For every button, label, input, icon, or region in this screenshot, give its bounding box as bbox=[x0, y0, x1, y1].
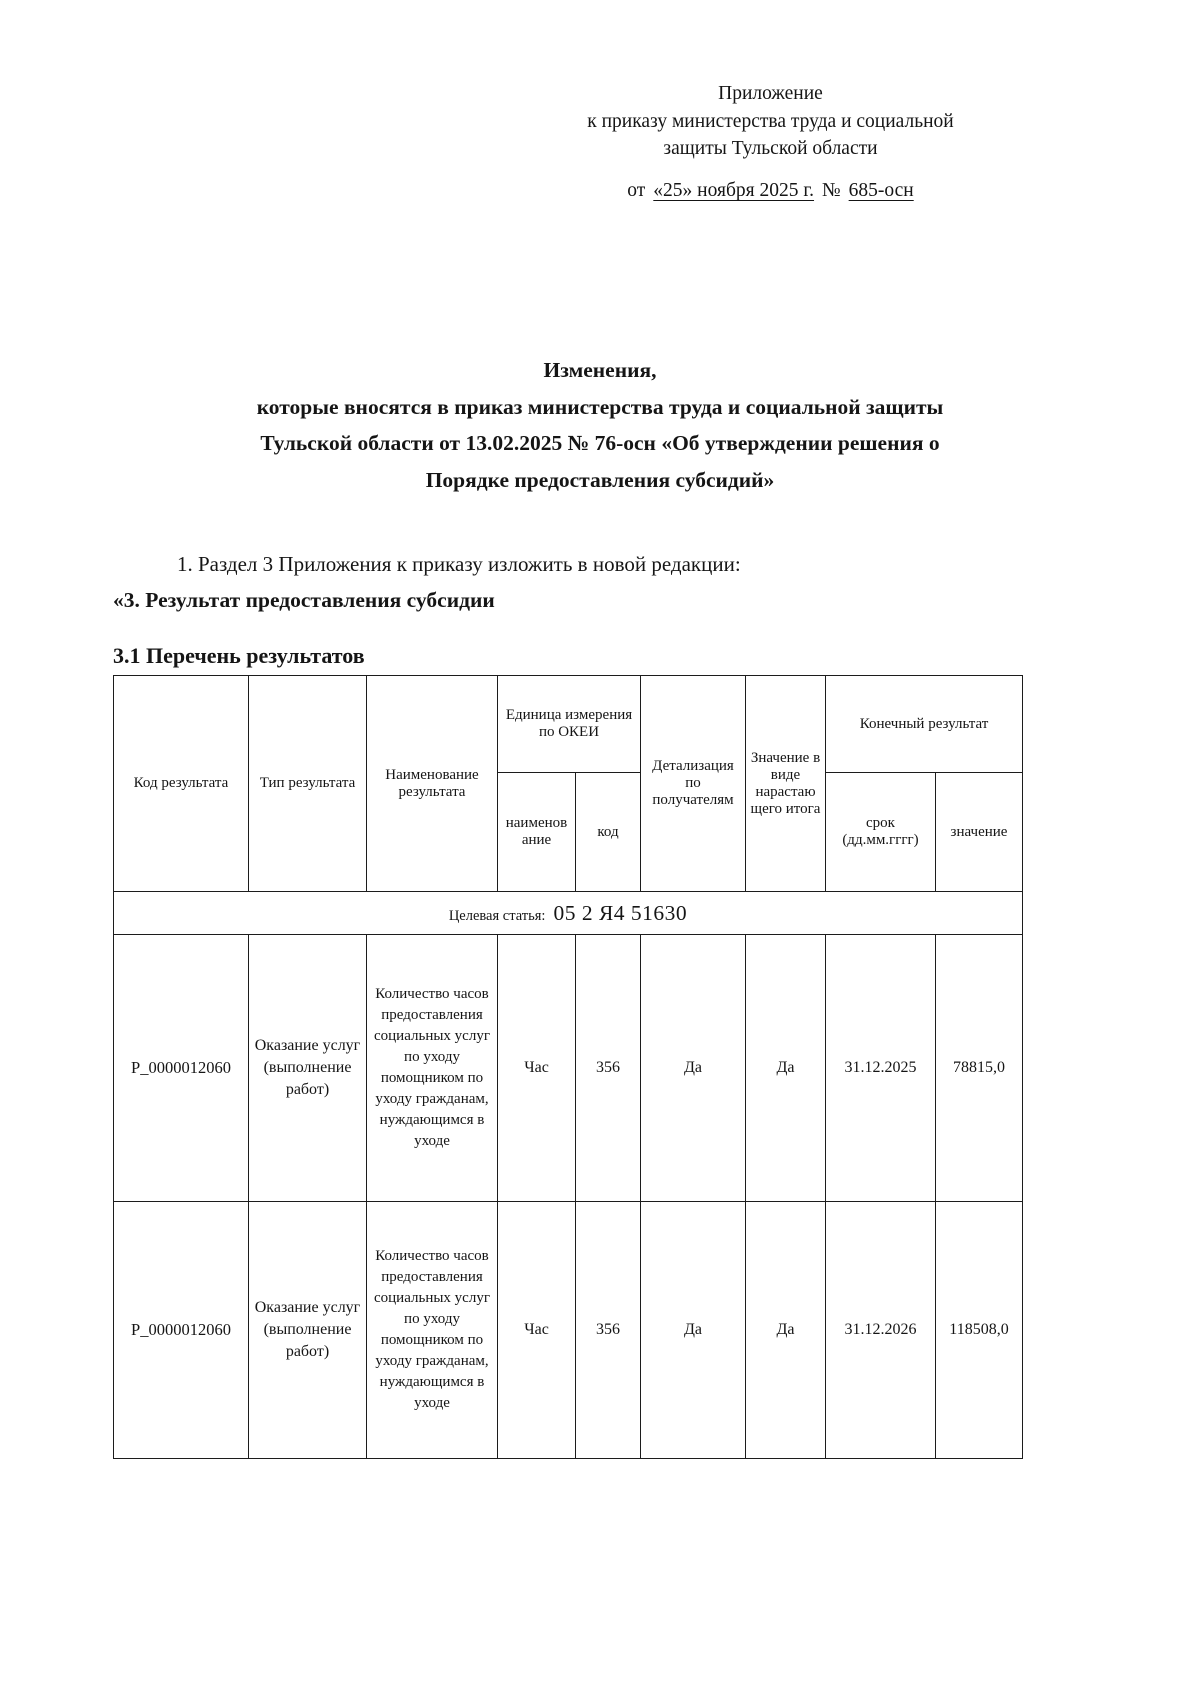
cell-result-name: Количество часов предоставления социальных услуг по уходу помощником по уходу гражданам, нуждающимся в уходе bbox=[367, 1202, 498, 1459]
cell-final-date: 31.12.2026 bbox=[826, 1202, 936, 1459]
target-item-row bbox=[114, 892, 1023, 935]
header-cumulative: Значение в виде нарастаю щего итога bbox=[746, 676, 826, 892]
section-heading: «3. Результат предоставления субсидии bbox=[113, 588, 495, 612]
cell-cumulative: Да bbox=[746, 1202, 826, 1459]
cell-unit-code: 356 bbox=[576, 935, 641, 1202]
cell-unit-name: Час bbox=[498, 935, 576, 1202]
appendix-line-2: к приказу министерства труда и социальной bbox=[587, 110, 954, 132]
cell-detail: Да bbox=[641, 935, 746, 1202]
header-unit-code: код bbox=[576, 773, 641, 892]
target-item-value: 05 2 Я4 51630 bbox=[553, 900, 688, 925]
header-detail: Детализация по получателям bbox=[641, 676, 746, 892]
cell-final-value: 118508,0 bbox=[936, 1202, 1023, 1459]
cell-result-code: Р_0000012060 bbox=[114, 935, 249, 1202]
target-item-label: Целевая статья: bbox=[448, 907, 546, 924]
header-unit-group: Единица измерения по ОКЕИ bbox=[498, 676, 641, 773]
cell-result-type: Оказание услуг (выполнение работ) bbox=[249, 1202, 367, 1459]
document-title bbox=[110, 352, 1090, 498]
table-row bbox=[114, 1202, 1023, 1459]
order-number: 685-осн bbox=[848, 180, 914, 201]
results-table bbox=[113, 675, 1023, 1459]
paragraph-1: 1. Раздел 3 Приложения к приказу изложить в новой редакции: bbox=[177, 552, 741, 576]
cell-result-code: Р_0000012060 bbox=[114, 1202, 249, 1459]
title-line-3: Тульской области от 13.02.2025 № 76-осн «Об утверждении решения о bbox=[260, 431, 940, 455]
results-table-container bbox=[113, 675, 1022, 1459]
cell-unit-name: Час bbox=[498, 1202, 576, 1459]
header-name: Наименование результата bbox=[367, 676, 498, 892]
header-final-group: Конечный результат bbox=[826, 676, 1023, 773]
title-line-1: Изменения, bbox=[543, 358, 657, 382]
header-unit-name: наименов ание bbox=[498, 773, 576, 892]
subsection-heading: 3.1 Перечень результатов bbox=[113, 643, 365, 668]
title-line-2: которые вносятся в приказ министерства труда и социальной защиты bbox=[256, 394, 944, 419]
header-code: Код результата bbox=[114, 676, 249, 892]
cell-final-date: 31.12.2025 bbox=[826, 935, 936, 1202]
table-row bbox=[114, 935, 1023, 1202]
title-line-4: Порядке предоставления субсидий» bbox=[425, 467, 775, 492]
order-date: «25» ноября 2025 г. bbox=[653, 180, 815, 201]
order-date-line bbox=[548, 180, 993, 202]
header-type: Тип результата bbox=[249, 676, 367, 892]
appendix-reference bbox=[548, 80, 993, 163]
cell-result-type: Оказание услуг (выполнение работ) bbox=[249, 935, 367, 1202]
cell-detail: Да bbox=[641, 1202, 746, 1459]
cell-unit-code: 356 bbox=[576, 1202, 641, 1459]
appendix-line-3: защиты Тульской области bbox=[663, 138, 878, 159]
header-final-value: значение bbox=[936, 773, 1023, 892]
cell-cumulative: Да bbox=[746, 935, 826, 1202]
target-item-cell bbox=[114, 892, 1023, 935]
number-sign: № bbox=[822, 180, 841, 201]
cell-result-name: Количество часов предоставления социальных услуг по уходу помощником по уходу гражданам, нуждающимся в уходе bbox=[367, 935, 498, 1202]
date-prefix: от bbox=[627, 180, 646, 201]
header-final-date: срок (дд.мм.гггг) bbox=[826, 773, 936, 892]
cell-final-value: 78815,0 bbox=[936, 935, 1023, 1202]
appendix-line-1: Приложение bbox=[718, 83, 823, 104]
